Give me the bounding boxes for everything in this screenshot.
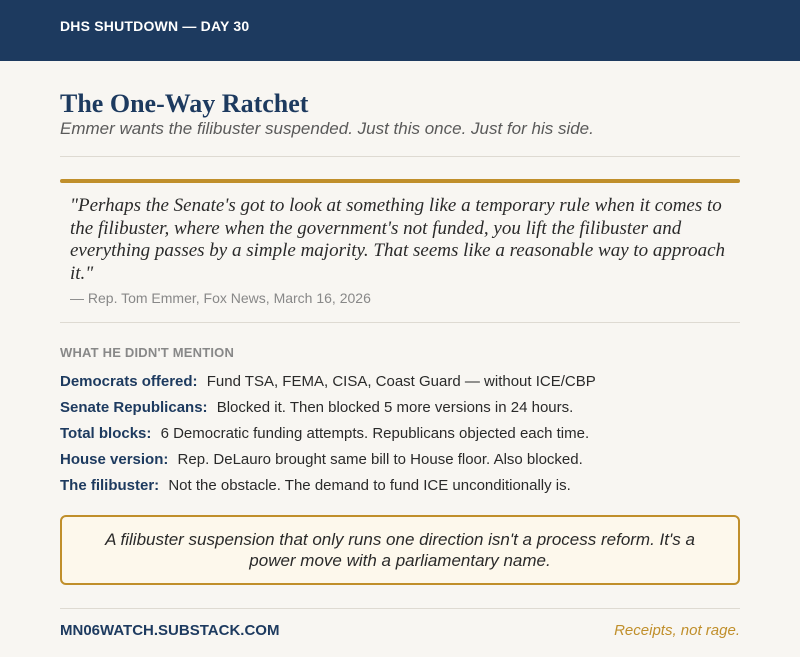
fact-value: Fund TSA, FEMA, CISA, Coast Guard — without ICE/CBP xyxy=(206,373,596,390)
article-body xyxy=(0,89,800,639)
fact-item xyxy=(60,395,740,421)
banner-label: DHS SHUTDOWN — DAY 30 xyxy=(60,18,250,34)
page-title: The One-Way Ratchet xyxy=(60,89,309,118)
fact-label: House version: xyxy=(60,451,169,468)
footer xyxy=(60,622,740,639)
callout-box xyxy=(60,515,740,585)
fact-value: Blocked it. Then blocked 5 more versions in 24 hours. xyxy=(216,399,574,416)
quote-attribution: — Rep. Tom Emmer, Fox News, March 16, 2026 xyxy=(70,290,371,306)
fact-value: Not the obstacle. The demand to fund ICE unconditionally is. xyxy=(168,477,571,494)
fact-label: The filibuster: xyxy=(60,477,160,494)
fact-value: Rep. DeLauro brought same bill to House floor. Also blocked. xyxy=(177,451,583,468)
fact-label: Senate Republicans: xyxy=(60,399,208,416)
fact-item xyxy=(60,447,740,473)
facts-list xyxy=(60,369,740,499)
fact-item xyxy=(60,473,740,499)
divider xyxy=(60,608,740,609)
section-heading: WHAT HE DIDN'T MENTION xyxy=(60,345,235,360)
fact-label: Total blocks: xyxy=(60,425,152,442)
fact-item xyxy=(60,421,740,447)
site-link[interactable]: MN06WATCH.SUBSTACK.COM xyxy=(60,622,280,639)
fact-item xyxy=(60,369,740,395)
divider xyxy=(60,156,740,157)
page-subtitle: Emmer wants the filibuster suspended. Just this once. Just for his side. xyxy=(60,119,594,138)
callout-text: A filibuster suspension that only runs one direction isn't a process reform. It's a power move with a parliamentary name. xyxy=(105,530,695,570)
divider xyxy=(60,322,740,323)
fact-value: 6 Democratic funding attempts. Republicans objected each time. xyxy=(160,425,590,442)
fact-label: Democrats offered: xyxy=(60,373,198,390)
pull-quote: "Perhaps the Senate's got to look at something like a temporary rule when it comes to the filibuster, where when the government's not funded, you lift the filibuster and everything passes by a simple majority. That seems like a reasonable way to approach it." xyxy=(70,195,726,284)
top-banner xyxy=(0,0,800,61)
footer-tagline: Receipts, not rage. xyxy=(614,622,740,639)
